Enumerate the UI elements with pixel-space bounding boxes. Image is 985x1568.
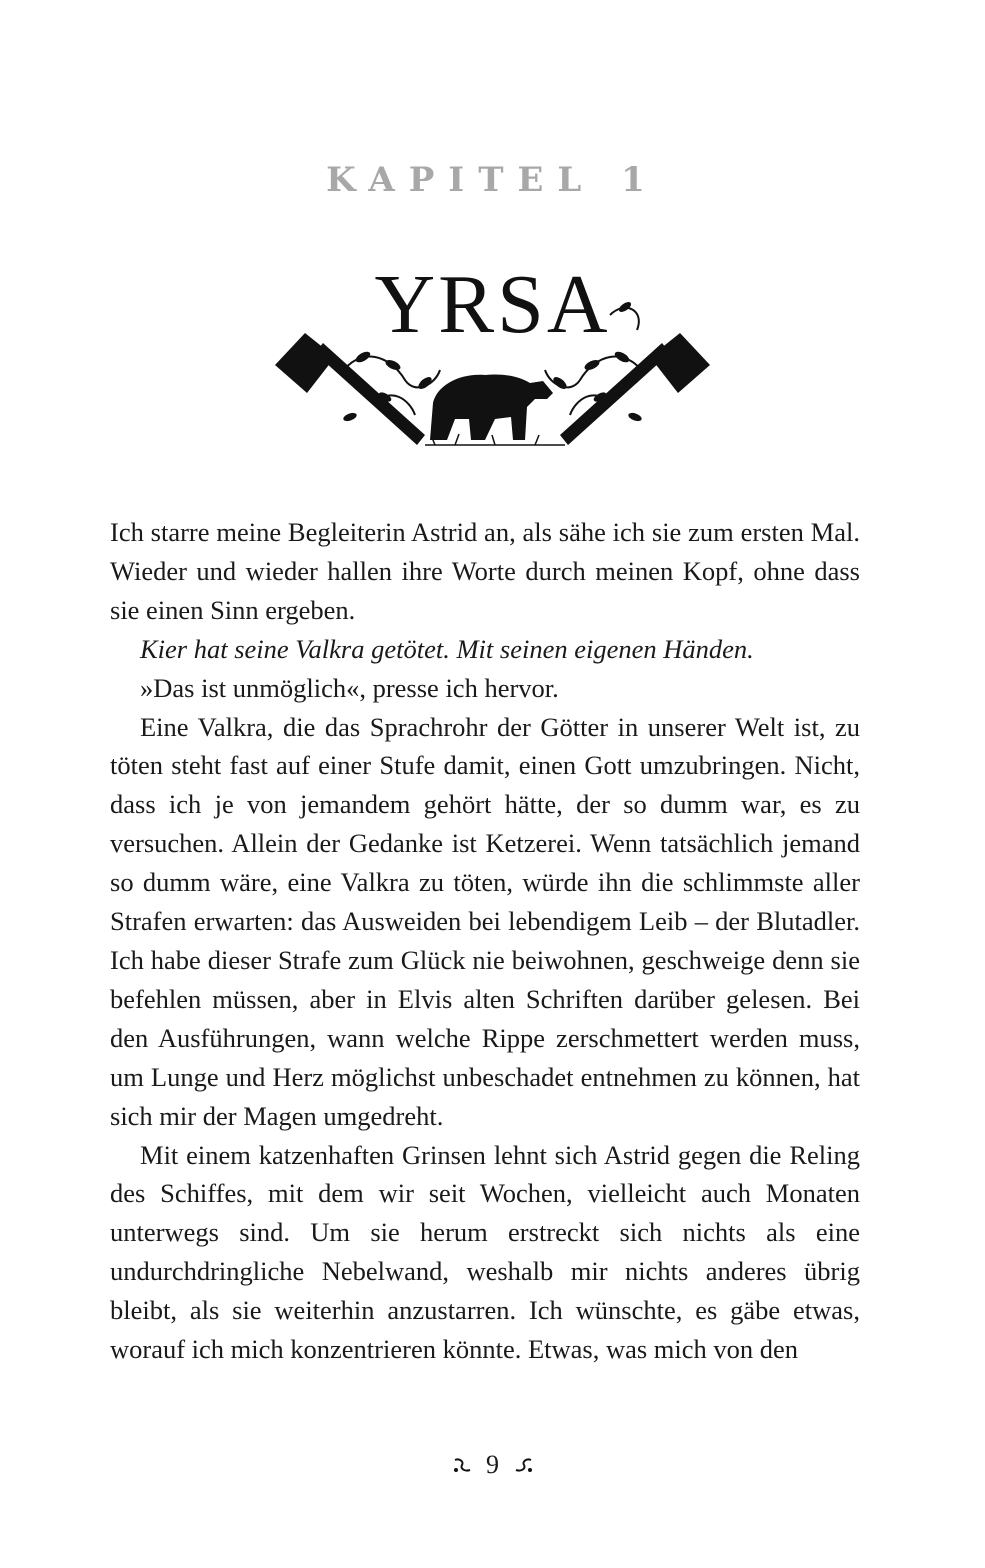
- chapter-label: KAPITEL 1: [326, 160, 659, 200]
- paragraph: »Das ist unmöglich«, presse ich hervor.: [140, 672, 559, 703]
- chapter-title-block: [265, 255, 720, 455]
- chapter-title: YRSA: [374, 258, 611, 351]
- paragraph-italic: Kier hat seine Valkra getötet. Mit seinen eigenen Händen.: [140, 633, 754, 664]
- scroll-flourish-left-icon: [452, 1454, 474, 1476]
- paragraph: Eine Valkra, die das Sprachrohr der Götter in unserer Welt ist, zu töten steht fast auf einer Stufe damit, einen Gott umzubringen. Nicht, dass ich je von jemandem gehört hätte, der so dumm war, es zu versuchen. Allein der Gedanke ist Ketzerei. Wenn tatsächlich jemand so dumm wäre, eine Valkra zu töten, würde ihn die schlimmste aller Strafen erwarten: das Ausweiden bei lebendigem Leib – der Blutadler. Ich habe dieser Strafe zum Glück nie beiwohnen, geschweige denn sie befehlen müssen, aber in Elvis alten Schriften darüber gelesen. Bei den Ausführungen, wann welche Rippe zerschmettert werden muss, um Lunge und Herz möglichst unbeschadet entnehmen zu können, hat sich mir der Magen umgedreht.: [110, 711, 860, 1131]
- paragraph: Ich starre meine Begleiterin Astrid an, als sähe ich sie zum ersten Mal. Wieder und wieder hallen ihre Worte durch meinen Kopf, ohne dass sie einen Sinn ergeben.: [110, 517, 860, 625]
- page-number: 9: [486, 1450, 499, 1480]
- paragraph: Mit einem katzenhaften Grinsen lehnt sich Astrid gegen die Reling des Schiffes, mit dem wir seit Wochen, vielleicht auch Monaten unterwegs sind. Um sie herum erstreckt sich nichts als eine undurchdringliche Nebelwand, weshalb mir nichts anderes übrig bleibt, als sie weiterhin anzustarren. Ich wünschte, es gäbe etwas, worauf ich mich konzentrieren könnte. Etwas, was mich von den: [110, 1139, 860, 1365]
- chapter-body: [110, 513, 860, 1369]
- scroll-flourish-right-icon: [512, 1454, 534, 1476]
- page-footer: [0, 1448, 985, 1480]
